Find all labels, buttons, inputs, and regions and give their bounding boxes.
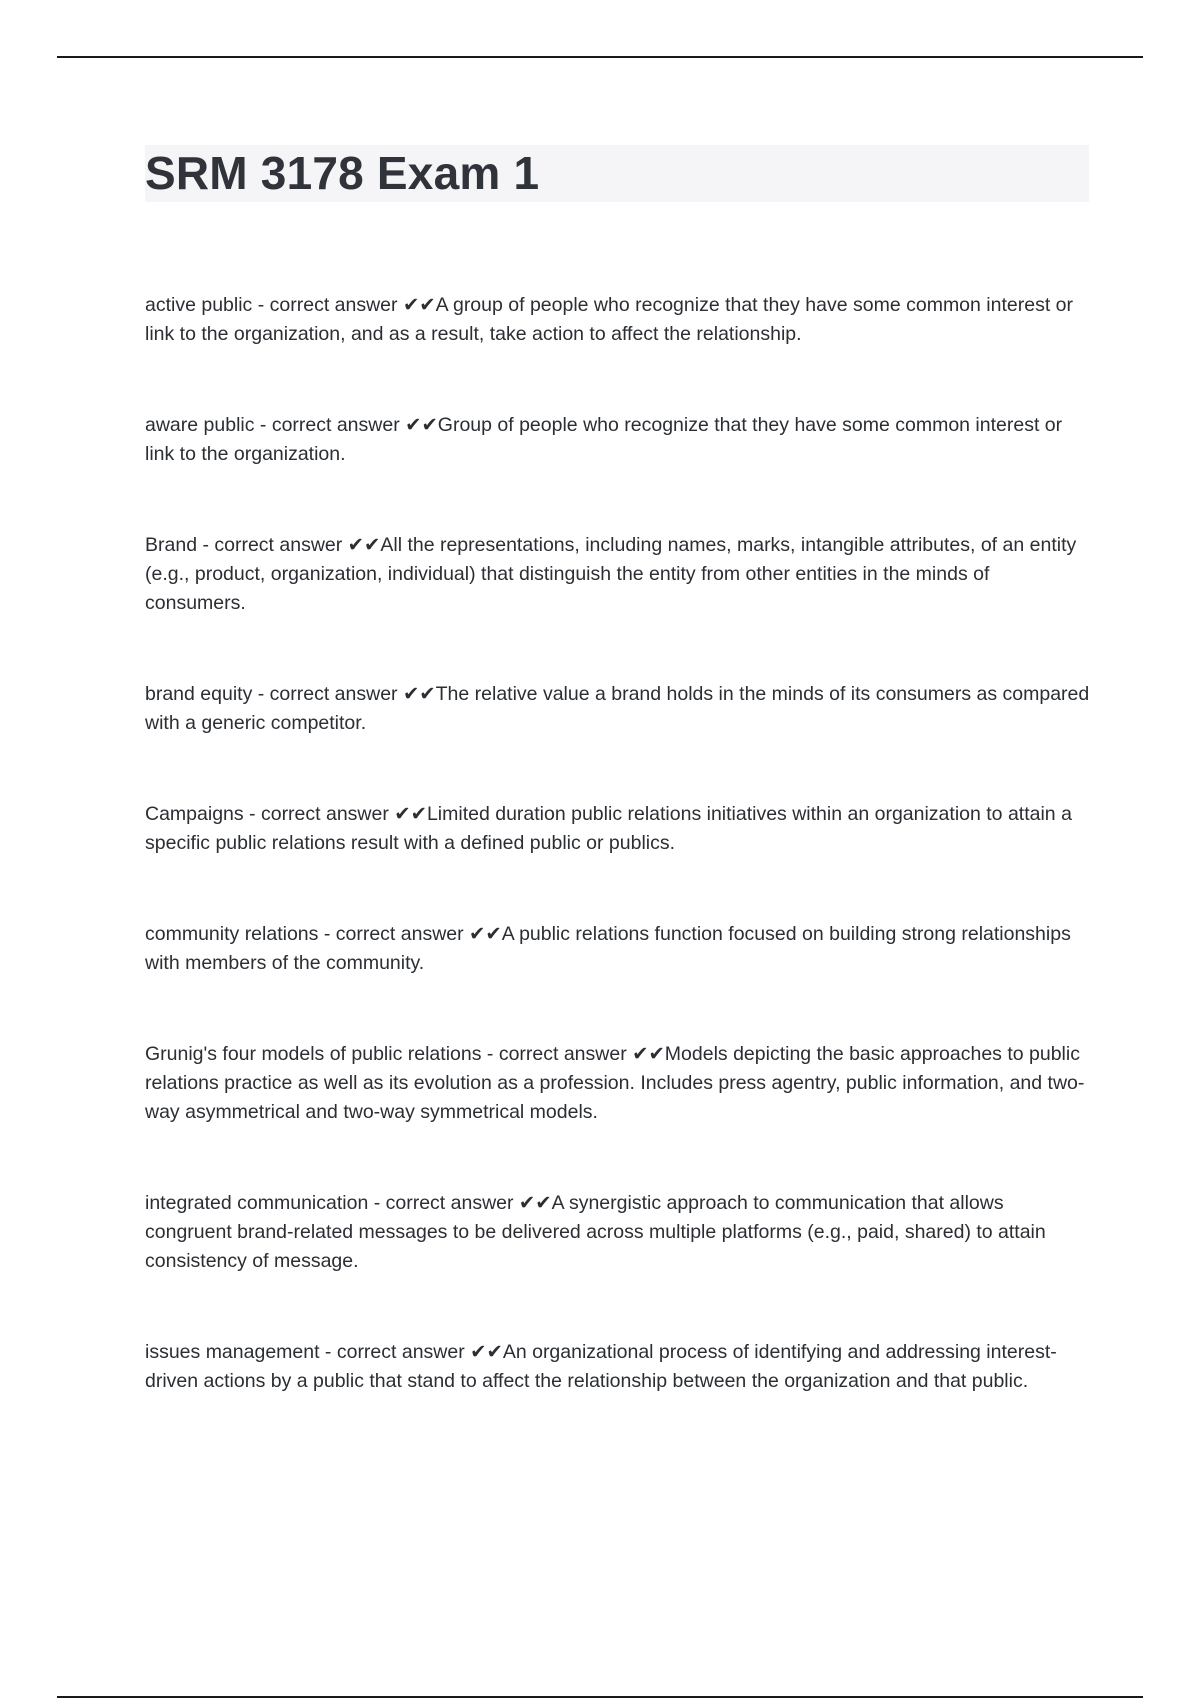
entry-term: Grunig's four models of public relations [145, 1043, 482, 1065]
entry-term: Brand [145, 534, 198, 556]
checkmark-icon: ✔✔ [470, 1341, 503, 1363]
answer-marker: - correct answer [252, 294, 403, 316]
glossary-list [145, 291, 1090, 1458]
entry-definition: A public relations function focused on building strong relationships with members of the community. [145, 923, 1071, 974]
entry-definition: Limited duration public relations initiatives within an organization to attain a specific public relations result with a defined public or publics. [145, 803, 1072, 854]
checkmark-icon: ✔✔ [402, 294, 436, 316]
checkmark-icon: ✔✔ [402, 683, 436, 705]
entry-term: brand equity [145, 683, 253, 705]
entry-definition: A group of people who recognize that they have some common interest or link to the organization, and as a result, take action to affect the relationship. [145, 294, 1073, 345]
checkmark-icon: ✔✔ [518, 1192, 552, 1214]
answer-marker: - correct answer [319, 1341, 471, 1363]
checkmark-icon: ✔✔ [632, 1043, 665, 1065]
entry-term: integrated communication [145, 1192, 369, 1214]
entry-definition: The relative value a brand holds in the minds of its consumers as compared with a generic competitor. [145, 683, 1090, 734]
answer-marker: - correct answer [254, 414, 406, 436]
checkmark-icon: ✔✔ [394, 803, 427, 825]
entry-term: issues management [145, 1341, 320, 1363]
glossary-entry [145, 1338, 1090, 1396]
checkmark-icon: ✔✔ [405, 414, 438, 436]
answer-marker: - correct answer [368, 1192, 519, 1214]
answer-marker: - correct answer [481, 1043, 633, 1065]
entry-term: Campaigns [145, 803, 244, 825]
answer-marker: - correct answer [197, 534, 348, 556]
bottom-divider [57, 1696, 1143, 1698]
entry-definition: Group of people who recognize that they have some common interest or link to the organization. [145, 414, 1063, 465]
glossary-entry [145, 531, 1090, 618]
answer-marker: - correct answer [243, 803, 395, 825]
answer-marker: - correct answer [318, 923, 470, 945]
glossary-entry [145, 800, 1090, 858]
entry-definition: All the representations, including names, marks, intangible attributes, of an entity (e.g., product, organization, individual) that distinguish the entity from other entities in the minds of consumers. [145, 534, 1077, 614]
glossary-entry [145, 291, 1090, 349]
checkmark-icon: ✔✔ [469, 923, 502, 945]
entry-definition: A synergistic approach to communication that allows congruent brand-related messages to be delivered across multiple platforms (e.g., paid, shared) to attain consistency of message. [145, 1192, 1046, 1272]
entry-term: community relations [145, 923, 319, 945]
checkmark-icon: ✔✔ [347, 534, 381, 556]
page-title: SRM 3178 Exam 1 [145, 147, 540, 199]
glossary-entry [145, 1040, 1090, 1127]
glossary-entry [145, 920, 1090, 978]
top-divider [57, 56, 1143, 58]
entry-definition: Models depicting the basic approaches to public relations practice as well as its evolution as a profession. Includes press agentry, public information, and two-way asymmetrical and two-way symmetrical models. [145, 1043, 1085, 1123]
glossary-entry [145, 680, 1090, 738]
glossary-entry [145, 1189, 1090, 1276]
answer-marker: - correct answer [252, 683, 403, 705]
entry-term: active public [145, 294, 253, 316]
entry-definition: An organizational process of identifying and addressing interest-driven actions by a public that stand to affect the relationship between the organization and that public. [145, 1341, 1057, 1392]
entry-term: aware public [145, 414, 255, 436]
glossary-entry [145, 411, 1090, 469]
